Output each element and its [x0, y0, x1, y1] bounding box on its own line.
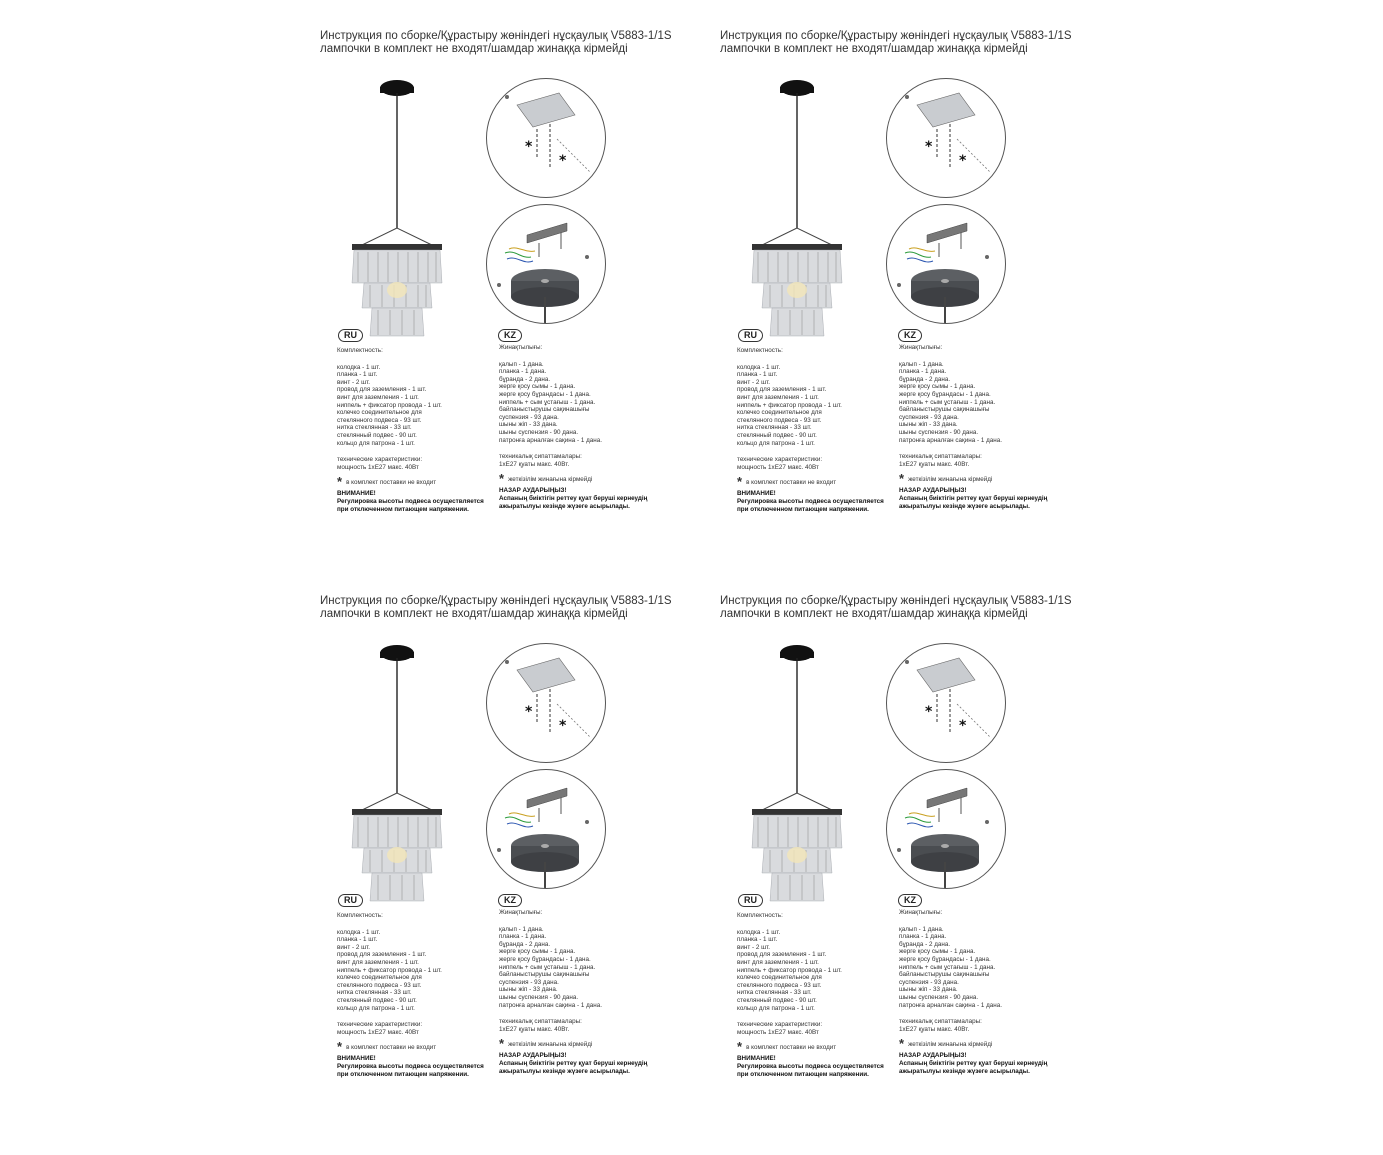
kz-item: патронға арналған сақина - 1 дана.	[899, 436, 1003, 444]
kz-item: қалып - 1 дана.	[899, 360, 944, 368]
ru-language-badge: RU	[338, 329, 363, 342]
asterisk-icon: *	[337, 474, 343, 490]
title-line-2: лампочки в комплект не входят/шамдар жинаққа кірмейді	[720, 43, 1028, 55]
chandelier-illustration	[342, 78, 472, 348]
ru-item: нитка стеклянная - 33 шт.	[737, 424, 812, 432]
ru-warning-line: Регулировка высоты подвеса осуществляется	[737, 497, 884, 505]
ru-specification	[737, 347, 905, 513]
ru-warning-line: при отключенном питающем напряжении.	[737, 505, 869, 513]
ru-item: кольцо для патрона - 1 шт.	[737, 1004, 815, 1012]
kz-item: патронға арналған сақина - 1 дана.	[899, 1001, 1003, 1009]
kz-specification	[899, 909, 1089, 1075]
ru-note-text: в комплект поставки не входит	[346, 1043, 437, 1051]
kz-item: планка - 1 дана.	[499, 368, 547, 376]
kz-warning-line: ажыратылуы кезінде жүзеге асырылады.	[499, 502, 630, 510]
ru-item: винт для заземления - 1 шт.	[337, 393, 419, 401]
kz-warning-line: ажыратылуы кезінде жүзеге асырылады.	[899, 502, 1030, 510]
kz-item: бұранда - 2 дана.	[499, 940, 551, 948]
mounting-plate-diagram	[486, 643, 606, 763]
kz-heading: Жинақтылығы:	[499, 909, 543, 916]
kz-item: бұранда - 2 дана.	[899, 375, 951, 383]
kz-item: шыны суспензия - 90 дана.	[499, 993, 579, 1001]
kz-language-badge: KZ	[498, 894, 522, 907]
ru-note-text: в комплект поставки не входит	[746, 478, 837, 486]
kz-item: байланыстырушы сақинашығы	[499, 971, 590, 979]
ru-warning-title: ВНИМАНИЕ!	[337, 490, 376, 498]
title-line-2: лампочки в комплект не входят/шамдар жинаққа кірмейді	[320, 608, 628, 620]
kz-spec-value: 1хЕ27 қуаты макс. 40Вт.	[499, 1025, 570, 1033]
kz-item: шыны жіп - 33 дана.	[899, 986, 958, 994]
ru-item: ниппель + фиксатор провода - 1 шт.	[337, 401, 442, 409]
kz-warning-line: Аспаның биіктігін реттеу қуат беруші кернеудің	[899, 494, 1048, 502]
ru-spec-value: мощность 1хЕ27 макс. 40Вт	[337, 1028, 419, 1036]
kz-item: бұранда - 2 дана.	[499, 375, 551, 383]
ru-spec-value: мощность 1хЕ27 макс. 40Вт	[737, 463, 819, 471]
kz-item: суспензия - 93 дана.	[499, 413, 559, 421]
kz-item: бұранда - 2 дана.	[899, 940, 951, 948]
ru-item: стеклянного подвеса - 93 шт.	[337, 981, 422, 989]
ru-item: колодка - 1 шт.	[737, 928, 781, 936]
asterisk-icon: *	[337, 1039, 343, 1055]
kz-heading: Жинақтылығы:	[899, 909, 943, 916]
ru-item: винт для заземления - 1 шт.	[737, 393, 819, 401]
kz-spec-heading: техникалық сипаттамалары:	[899, 453, 982, 461]
kz-warning-line: ажыратылуы кезінде жүзеге асырылады.	[499, 1067, 630, 1075]
kz-warning-line: Аспаның биіктігін реттеу қуат беруші кернеудің	[499, 494, 648, 502]
kz-item: патронға арналған сақина - 1 дана.	[499, 1001, 603, 1009]
kz-item: шыны жіп - 33 дана.	[899, 421, 958, 429]
kz-item: байланыстырушы сақинашығы	[499, 406, 590, 414]
asterisk-icon: *	[559, 718, 567, 734]
ru-specification	[337, 347, 505, 513]
kz-item: патронға арналған сақина - 1 дана.	[499, 436, 603, 444]
ru-warning	[337, 1055, 502, 1078]
instruction-title	[720, 30, 1120, 56]
ru-specification	[337, 912, 505, 1078]
ru-item: колечко соединительное для	[737, 409, 822, 417]
kz-note	[499, 1036, 689, 1052]
kz-item: шыны суспензия - 90 дана.	[899, 993, 979, 1001]
ru-note-text: в комплект поставки не входит	[346, 478, 437, 486]
kz-warning	[499, 487, 689, 510]
asterisk-icon: *	[737, 474, 743, 490]
kz-item: қалып - 1 дана.	[899, 925, 944, 933]
kz-item: ниппель + сым ұстағыш - 1 дана.	[899, 398, 996, 406]
kz-warning-title: НАЗАР АУДАРЫҢЫЗ!	[899, 1052, 967, 1060]
ru-item: винт - 2 шт.	[337, 378, 371, 386]
ru-item: провод для заземления - 1 шт.	[337, 386, 427, 394]
kz-warning-title: НАЗАР АУДАРЫҢЫЗ!	[499, 1052, 567, 1060]
ru-heading: Комплектность:	[737, 912, 783, 919]
asterisk-icon: *	[959, 718, 967, 734]
ru-heading: Комплектность:	[737, 347, 783, 354]
asterisk-icon: *	[525, 139, 533, 155]
ru-item: колечко соединительное для	[337, 974, 422, 982]
ru-language-badge: RU	[738, 329, 763, 342]
kz-warning-line: ажыратылуы кезінде жүзеге асырылады.	[899, 1067, 1030, 1075]
kz-item: жерге қосу сымы - 1 дана.	[499, 383, 576, 391]
instruction-title	[320, 30, 720, 56]
kz-item: суспензия - 93 дана.	[899, 413, 959, 421]
kz-warning	[499, 1052, 689, 1075]
kz-language-badge: KZ	[898, 329, 922, 342]
ru-item: планка - 1 шт.	[737, 936, 778, 944]
kz-spec-heading: техникалық сипаттамалары:	[899, 1018, 982, 1026]
ru-item: стеклянный подвес - 90 шт.	[337, 996, 417, 1004]
kz-item: планка - 1 дана.	[899, 368, 947, 376]
kz-item: жерге қосу бұрандасы - 1 дана.	[499, 390, 591, 398]
kz-item: жерге қосу сымы - 1 дана.	[899, 383, 976, 391]
kz-language-badge: KZ	[898, 894, 922, 907]
instruction-title	[320, 595, 720, 621]
kz-specification	[499, 909, 689, 1075]
ru-item: нитка стеклянная - 33 шт.	[737, 989, 812, 997]
kz-warning-line: Аспаның биіктігін реттеу қуат беруші кернеудің	[899, 1059, 1048, 1067]
chandelier-illustration	[342, 643, 472, 913]
ru-note	[337, 1039, 502, 1055]
ru-spec-heading: технические характеристики:	[337, 456, 423, 464]
title-line-2: лампочки в комплект не входят/шамдар жинаққа кірмейді	[720, 608, 1028, 620]
kz-item: жерге қосу бұрандасы - 1 дана.	[899, 390, 991, 398]
ru-language-badge: RU	[738, 894, 763, 907]
asterisk-icon: *	[959, 153, 967, 169]
ru-item: нитка стеклянная - 33 шт.	[337, 424, 412, 432]
ru-item: стеклянного подвеса - 93 шт.	[737, 416, 822, 424]
instruction-panel	[720, 30, 1120, 590]
ru-item: кольцо для патрона - 1 шт.	[337, 1004, 415, 1012]
ru-item: винт - 2 шт.	[737, 943, 771, 951]
ru-warning-line: Регулировка высоты подвеса осуществляется	[337, 497, 484, 505]
ru-item: колодка - 1 шт.	[337, 928, 381, 936]
canopy-wiring-diagram	[486, 204, 606, 324]
kz-warning-line: Аспаның биіктігін реттеу қуат беруші кернеудің	[499, 1059, 648, 1067]
ru-item: кольцо для патрона - 1 шт.	[337, 439, 415, 447]
ru-item: ниппель + фиксатор провода - 1 шт.	[737, 401, 842, 409]
kz-note-text: жеткізілім жинағына кірмейді	[508, 1040, 593, 1048]
kz-note-text: жеткізілім жинағына кірмейді	[908, 1040, 993, 1048]
kz-item: байланыстырушы сақинашығы	[899, 406, 990, 414]
kz-warning	[899, 487, 1089, 510]
ru-warning-line: при отключенном питающем напряжении.	[737, 1070, 869, 1078]
ru-item: ниппель + фиксатор провода - 1 шт.	[737, 966, 842, 974]
ru-heading: Комплектность:	[337, 347, 383, 354]
ru-item: стеклянного подвеса - 93 шт.	[337, 416, 422, 424]
ru-note	[737, 474, 902, 490]
kz-item: ниппель + сым ұстағыш - 1 дана.	[499, 398, 596, 406]
ru-item: провод для заземления - 1 шт.	[737, 951, 827, 959]
ru-item: ниппель + фиксатор провода - 1 шт.	[337, 966, 442, 974]
kz-note	[499, 471, 689, 487]
ru-note	[337, 474, 502, 490]
chandelier-illustration	[742, 643, 872, 913]
ru-note-text: в комплект поставки не входит	[746, 1043, 837, 1051]
ru-warning-line: при отключенном питающем напряжении.	[337, 1070, 469, 1078]
ru-item: колечко соединительное для	[337, 409, 422, 417]
ru-item: колодка - 1 шт.	[337, 363, 381, 371]
asterisk-icon: *	[499, 1036, 505, 1052]
ru-item: планка - 1 шт.	[737, 371, 778, 379]
kz-warning	[899, 1052, 1089, 1075]
kz-spec-value: 1хЕ27 қуаты макс. 40Вт.	[899, 460, 970, 468]
ru-language-badge: RU	[338, 894, 363, 907]
kz-item: планка - 1 дана.	[899, 933, 947, 941]
kz-specification	[499, 344, 689, 510]
ru-warning	[337, 490, 502, 513]
canopy-wiring-diagram	[886, 204, 1006, 324]
asterisk-icon: *	[899, 471, 905, 487]
kz-note-text: жеткізілім жинағына кірмейді	[908, 475, 993, 483]
ru-item: винт - 2 шт.	[737, 378, 771, 386]
ru-spec-value: мощность 1хЕ27 макс. 40Вт	[737, 1028, 819, 1036]
kz-item: шыны суспензия - 90 дана.	[899, 428, 979, 436]
instruction-title	[720, 595, 1120, 621]
ru-spec-heading: технические характеристики:	[337, 1021, 423, 1029]
kz-item: шыны жіп - 33 дана.	[499, 421, 558, 429]
kz-note-text: жеткізілім жинағына кірмейді	[508, 475, 593, 483]
ru-item: винт для заземления - 1 шт.	[337, 958, 419, 966]
ru-warning	[737, 490, 902, 513]
kz-note	[899, 471, 1089, 487]
kz-item: байланыстырушы сақинашығы	[899, 971, 990, 979]
ru-item: стеклянный подвес - 90 шт.	[737, 996, 817, 1004]
kz-item: жерге қосу сымы - 1 дана.	[499, 948, 576, 956]
asterisk-icon: *	[559, 153, 567, 169]
kz-item: суспензия - 93 дана.	[899, 978, 959, 986]
ru-item: стеклянный подвес - 90 шт.	[337, 431, 417, 439]
kz-spec-value: 1хЕ27 қуаты макс. 40Вт.	[899, 1025, 970, 1033]
ru-warning-title: ВНИМАНИЕ!	[737, 490, 776, 498]
instruction-panel	[320, 30, 720, 590]
ru-item: стеклянный подвес - 90 шт.	[737, 431, 817, 439]
ru-item: винт - 2 шт.	[337, 943, 371, 951]
asterisk-icon: *	[899, 1036, 905, 1052]
title-line-1: Инструкция по сборке/Құрастыру жөніндегі нұсқаулық V5883-1/1S	[320, 595, 672, 607]
kz-note	[899, 1036, 1089, 1052]
title-line-1: Инструкция по сборке/Құрастыру жөніндегі нұсқаулық V5883-1/1S	[320, 30, 672, 42]
ru-warning-line: Регулировка высоты подвеса осуществляется	[337, 1062, 484, 1070]
mounting-plate-diagram	[886, 643, 1006, 763]
kz-item: жерге қосу бұрандасы - 1 дана.	[899, 955, 991, 963]
kz-item: шыны жіп - 33 дана.	[499, 986, 558, 994]
canopy-wiring-diagram	[886, 769, 1006, 889]
ru-item: колодка - 1 шт.	[737, 363, 781, 371]
kz-spec-heading: техникалық сипаттамалары:	[499, 1018, 582, 1026]
ru-warning-line: Регулировка высоты подвеса осуществляется	[737, 1062, 884, 1070]
ru-heading: Комплектность:	[337, 912, 383, 919]
ru-item: винт для заземления - 1 шт.	[737, 958, 819, 966]
asterisk-icon: *	[925, 139, 933, 155]
kz-spec-heading: техникалық сипаттамалары:	[499, 453, 582, 461]
kz-language-badge: KZ	[498, 329, 522, 342]
ru-warning	[737, 1055, 902, 1078]
ru-item: планка - 1 шт.	[337, 371, 378, 379]
asterisk-icon: *	[525, 704, 533, 720]
asterisk-icon: *	[925, 704, 933, 720]
chandelier-illustration	[742, 78, 872, 348]
ru-spec-value: мощность 1хЕ27 макс. 40Вт	[337, 463, 419, 471]
ru-item: провод для заземления - 1 шт.	[737, 386, 827, 394]
mounting-plate-diagram	[886, 78, 1006, 198]
kz-item: планка - 1 дана.	[499, 933, 547, 941]
instruction-panel	[320, 595, 720, 1155]
kz-item: жерге қосу сымы - 1 дана.	[899, 948, 976, 956]
ru-note	[737, 1039, 902, 1055]
asterisk-icon: *	[737, 1039, 743, 1055]
canopy-wiring-diagram	[486, 769, 606, 889]
kz-heading: Жинақтылығы:	[899, 344, 943, 351]
kz-warning-title: НАЗАР АУДАРЫҢЫЗ!	[499, 487, 567, 495]
kz-item: ниппель + сым ұстағыш - 1 дана.	[499, 963, 596, 971]
kz-heading: Жинақтылығы:	[499, 344, 543, 351]
kz-warning-title: НАЗАР АУДАРЫҢЫЗ!	[899, 487, 967, 495]
ru-item: провод для заземления - 1 шт.	[337, 951, 427, 959]
ru-warning-line: при отключенном питающем напряжении.	[337, 505, 469, 513]
kz-item: жерге қосу бұрандасы - 1 дана.	[499, 955, 591, 963]
kz-specification	[899, 344, 1089, 510]
ru-spec-heading: технические характеристики:	[737, 1021, 823, 1029]
kz-item: қалып - 1 дана.	[499, 360, 544, 368]
kz-item: қалып - 1 дана.	[499, 925, 544, 933]
kz-item: шыны суспензия - 90 дана.	[499, 428, 579, 436]
kz-item: ниппель + сым ұстағыш - 1 дана.	[899, 963, 996, 971]
ru-warning-title: ВНИМАНИЕ!	[337, 1055, 376, 1063]
kz-spec-value: 1хЕ27 қуаты макс. 40Вт.	[499, 460, 570, 468]
title-line-2: лампочки в комплект не входят/шамдар жинаққа кірмейді	[320, 43, 628, 55]
ru-item: нитка стеклянная - 33 шт.	[337, 989, 412, 997]
instruction-panel	[720, 595, 1120, 1155]
mounting-plate-diagram	[486, 78, 606, 198]
title-line-1: Инструкция по сборке/Құрастыру жөніндегі нұсқаулық V5883-1/1S	[720, 595, 1072, 607]
ru-item: стеклянного подвеса - 93 шт.	[737, 981, 822, 989]
ru-item: кольцо для патрона - 1 шт.	[737, 439, 815, 447]
ru-warning-title: ВНИМАНИЕ!	[737, 1055, 776, 1063]
ru-specification	[737, 912, 905, 1078]
title-line-1: Инструкция по сборке/Құрастыру жөніндегі нұсқаулық V5883-1/1S	[720, 30, 1072, 42]
ru-item: планка - 1 шт.	[337, 936, 378, 944]
ru-spec-heading: технические характеристики:	[737, 456, 823, 464]
ru-item: колечко соединительное для	[737, 974, 822, 982]
asterisk-icon: *	[499, 471, 505, 487]
kz-item: суспензия - 93 дана.	[499, 978, 559, 986]
